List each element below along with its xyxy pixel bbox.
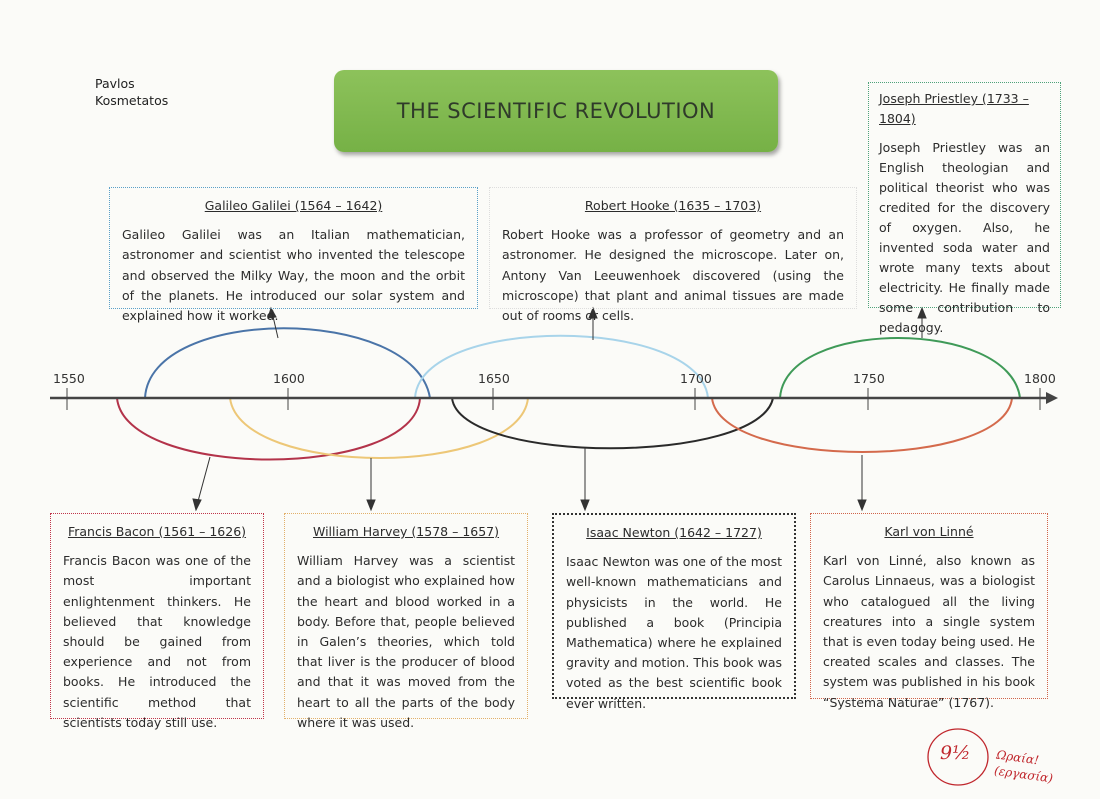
page-title: THE SCIENTIFIC REVOLUTION [396,99,716,123]
bacon-title: Francis Bacon (1561 – 1626) [67,524,247,539]
year-label-1650: 1650 [478,371,510,386]
linne-text: Karl von Linné, also known as Carolus Linnaeus, was a biologist who catalogued all the living creatures into a single system that is even today being used. He created scales and classes. The system was published in his book “Systema Naturae” (1767). [823,553,1035,710]
harvey-card [284,513,528,730]
bacon-span-arc [117,398,420,460]
harvey-title: William Harvey (1578 – 1657) [312,524,500,539]
hooke-span-arc [415,336,708,398]
priestley-span-arc [780,338,1020,398]
year-label-1800: 1800 [1024,371,1056,386]
author-first-name: Pavlos [95,76,135,91]
bacon-pointer-head [193,499,201,510]
linne-title: Karl von Linné [884,524,974,539]
bacon-text: Francis Bacon was one of the most important enlightenment thinkers. He believed that knowledge should be gained from experience and not from books. He introduced the scientific method that scientists today still use. [63,553,251,730]
year-label-1550: 1550 [53,371,85,386]
priestley-title: Joseph Priestley (1733 – 1804) [879,91,1029,126]
newton-card [552,513,796,711]
newton-pointer-head [581,500,589,510]
hooke-card [489,187,857,324]
harvey-pointer-head [367,500,375,510]
priestley-card [868,82,1061,335]
timeline-arrowhead [1046,392,1058,404]
linne-span-arc [712,398,1012,452]
harvey-text: William Harvey was a scientist and a biologist who explained how the heart and blood worked in a body. Before that, people believed in Galen’s theories, which told that liver is the producer of blood and that it was moved from the heart to all the parts of the body where it was used. [297,553,515,730]
year-label-1700: 1700 [680,371,712,386]
hooke-text: Robert Hooke was a professor of geometry and an astronomer. He designed the microscope. Later on, Antony Van Leeuwenhoek discovered (using the microscope) that plant and animal tissues are made out of rooms or cells. [502,227,844,324]
newton-text: Isaac Newton was one of the most well-known mathematicians and physicists in the world. He published a book (Principia Mathematica) where he explained gravity and motion. This book was voted as the best scientific book ever written. [566,554,782,711]
linne-pointer-head [858,500,866,510]
galileo-title: Galileo Galilei (1564 – 1642) [204,198,383,213]
year-label-1750: 1750 [853,371,885,386]
author-last-name: Kosmetatos [95,93,169,108]
linne-card [810,513,1048,710]
newton-title: Isaac Newton (1642 – 1727) [586,525,762,540]
grade-score: 9½ [940,742,971,764]
galileo-text: Galileo Galilei was an Italian mathematician, astronomer and scientist who invented the telescope and observed the Milky Way, the moon and the orbit of the planets. He introduced our solar system and explained how it worked. [122,227,465,324]
priestley-text: Joseph Priestley was an English theologian and political theorist who was credited for the discovery of oxygen. Also, he invented soda water and wrote many texts about electricity. He finally made some contribution to pedagogy. [879,140,1050,335]
galileo-span-arc [145,328,430,398]
newton-span-arc [452,398,773,448]
year-label-1600: 1600 [273,371,305,386]
grade-comment: Ωραία! (εργασία) [993,747,1054,786]
bacon-card [50,513,264,730]
galileo-card [109,187,478,324]
hooke-title: Robert Hooke (1635 – 1703) [584,198,762,213]
bacon-pointer [197,457,210,505]
